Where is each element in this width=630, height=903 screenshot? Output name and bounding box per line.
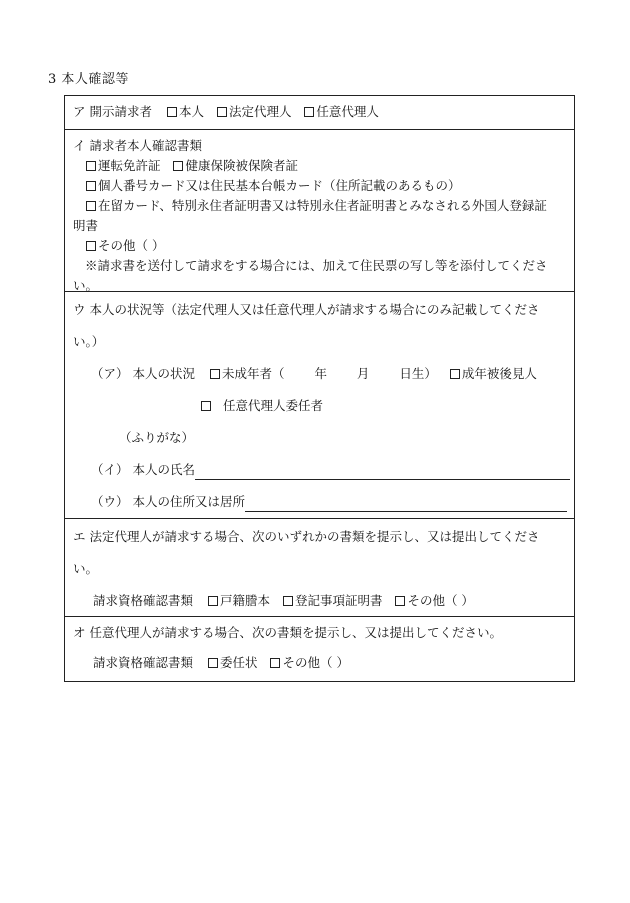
option-legal-other: その他（ ） — [407, 593, 474, 608]
principal-status-section — [65, 292, 574, 519]
id-documents-section — [65, 130, 574, 292]
option-voluntary-other: その他（ ） — [282, 655, 349, 670]
requester-label: ア 開示請求者 — [73, 104, 152, 119]
option-residence-card: 在留カード、特別永住者証明書又は特別永住者証明書とみなされる外国人登録証 — [98, 198, 547, 213]
checkbox-power-of-attorney[interactable] — [208, 658, 218, 668]
furigana-label: （ふりがな） — [119, 430, 195, 445]
checkbox-drivers-license[interactable] — [86, 161, 96, 171]
name-input[interactable] — [195, 465, 570, 480]
checkbox-voluntary-agent[interactable] — [304, 107, 314, 117]
birth-month-label: 月 — [356, 366, 370, 381]
checkbox-agent-principal[interactable] — [201, 401, 211, 411]
option-power-of-attorney: 委任状 — [219, 655, 258, 670]
voluntary-agent-docs-title: オ 任意代理人が請求する場合、次の書類を提示し、又は提出してください。 — [73, 625, 502, 640]
option-other-id: その他（ ） — [98, 238, 165, 253]
checkbox-adult-guardian[interactable] — [450, 369, 460, 379]
checkbox-legal-other[interactable] — [395, 596, 405, 606]
checkbox-legal-agent[interactable] — [217, 107, 227, 117]
checkbox-family-register[interactable] — [208, 596, 218, 606]
mail-note-cont: い。 — [73, 278, 99, 293]
id-documents-title: イ 請求者本人確認書類 — [73, 138, 202, 153]
option-minor: 未成年者（ — [221, 366, 285, 381]
section-heading: 3 本人確認等 — [48, 72, 129, 87]
address-label: （ウ） 本人の住所又は居所 — [91, 494, 245, 509]
checkbox-principal[interactable] — [167, 107, 177, 117]
name-label: （イ） 本人の氏名 — [91, 462, 195, 477]
option-drivers-license: 運転免許証 — [98, 158, 161, 173]
address-input[interactable] — [245, 497, 567, 512]
principal-status-title-cont: い。） — [73, 334, 105, 349]
voluntary-agent-docs-section — [65, 617, 574, 681]
mail-note: ※請求書を送付して請求をする場合には、加えて住民票の写し等を添付してくださ — [85, 258, 548, 273]
option-registry-certificate: 登記事項証明書 — [294, 593, 383, 608]
birth-year-label: 年 — [314, 366, 327, 381]
option-agent-principal: 任意代理人委任者 — [222, 398, 323, 413]
checkbox-my-number-card[interactable] — [86, 181, 96, 191]
checkbox-voluntary-other[interactable] — [270, 658, 280, 668]
legal-docs-label: 請求資格確認書類 — [93, 593, 194, 608]
checkbox-registry-certificate[interactable] — [283, 596, 293, 606]
birth-day-label: 日生） — [399, 366, 437, 381]
option-family-register: 戸籍謄本 — [219, 593, 270, 608]
legal-agent-docs-title-cont: い。 — [73, 561, 99, 576]
option-voluntary-agent: 任意代理人 — [316, 104, 379, 119]
principal-status-title: ウ 本人の状況等（法定代理人又は任意代理人が請求する場合にのみ記載してくださ — [73, 302, 540, 317]
identity-verification-form — [64, 95, 575, 682]
checkbox-minor[interactable] — [210, 369, 220, 379]
option-adult-guardian: 成年被後見人 — [461, 366, 537, 381]
option-health-insurance: 健康保険被保険者証 — [185, 158, 298, 173]
legal-agent-docs-section — [65, 519, 574, 617]
option-legal-agent: 法定代理人 — [228, 104, 292, 119]
checkbox-health-insurance[interactable] — [173, 161, 183, 171]
option-residence-card-cont: 明書 — [73, 218, 99, 233]
option-principal: 本人 — [178, 104, 204, 119]
status-label: （ア） 本人の状況 — [91, 366, 195, 381]
voluntary-docs-label: 請求資格確認書類 — [93, 655, 194, 670]
option-my-number-card: 個人番号カード又は住民基本台帳カード（住所記載のあるもの） — [98, 178, 461, 193]
legal-agent-docs-title: エ 法定代理人が請求する場合、次のいずれかの書類を提示し、又は提出してくださ — [73, 529, 540, 544]
checkbox-residence-card[interactable] — [86, 201, 96, 211]
requester-section — [65, 96, 574, 130]
checkbox-other-id[interactable] — [86, 241, 96, 251]
